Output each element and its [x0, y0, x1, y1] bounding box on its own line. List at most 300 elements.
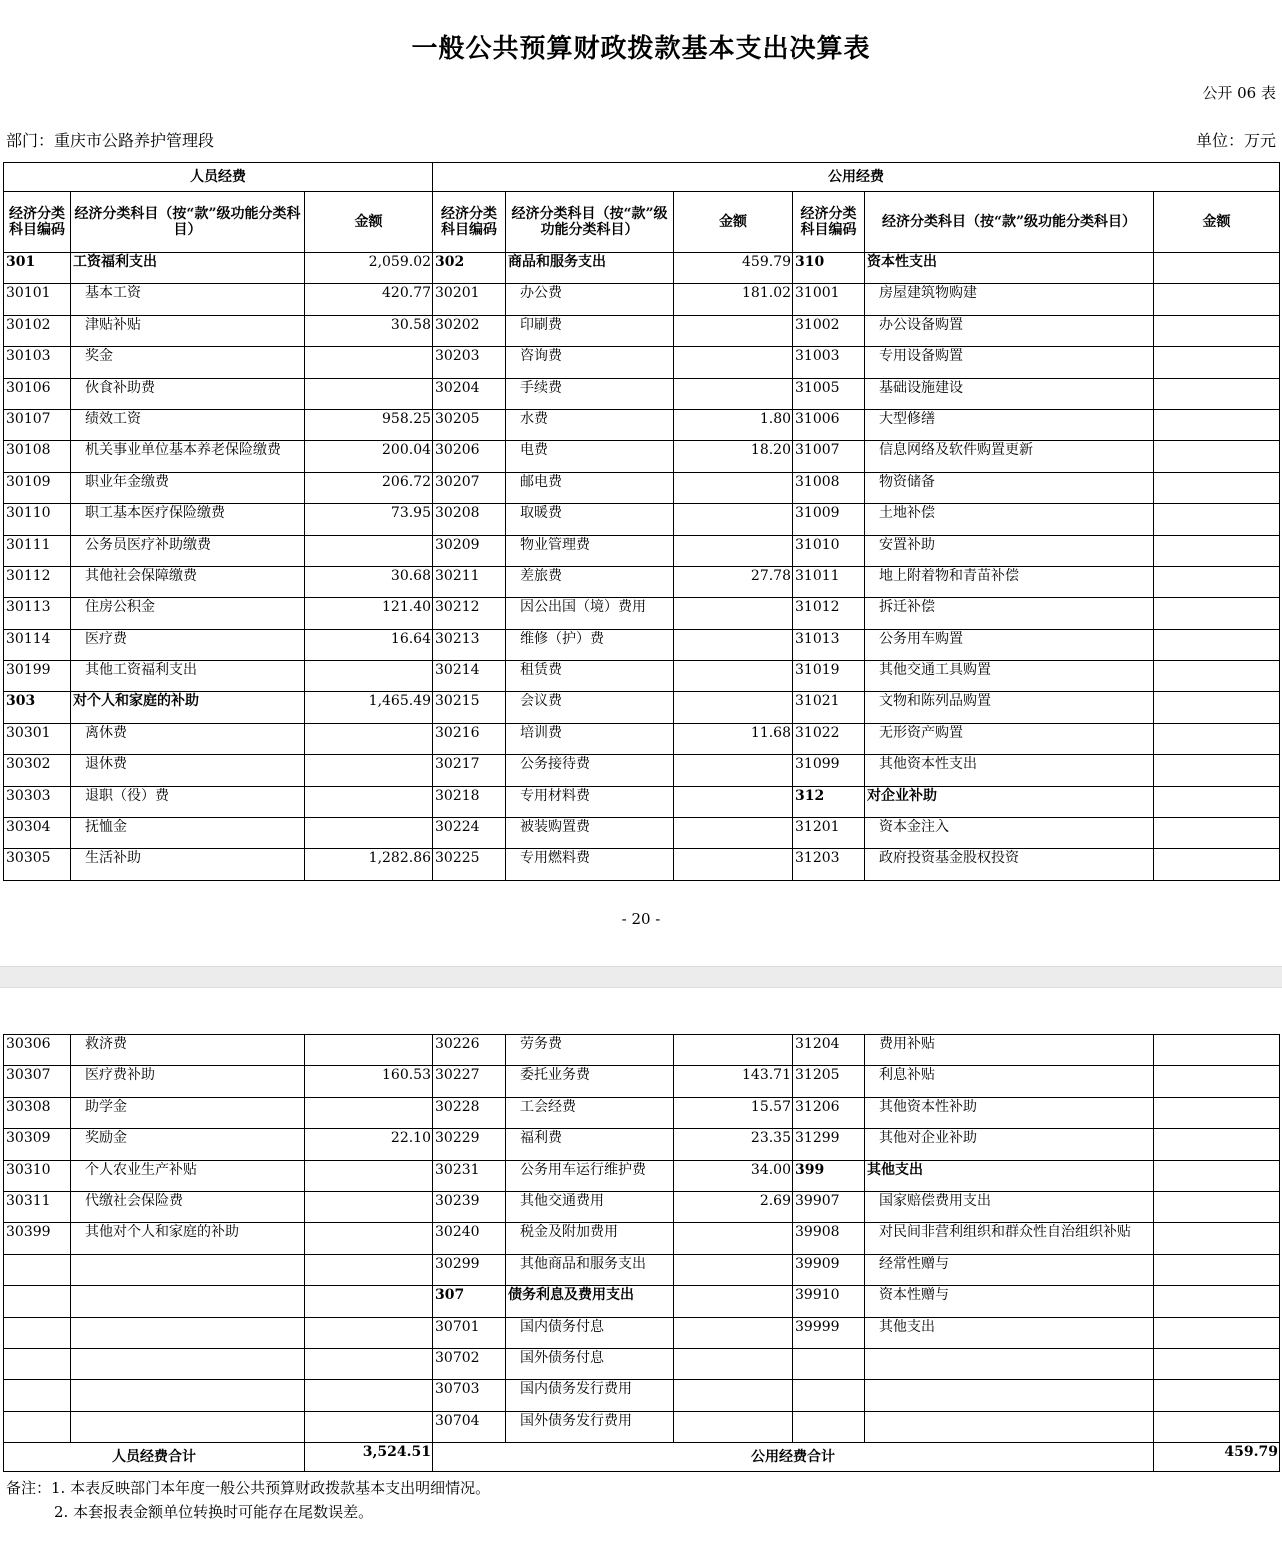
item-code: 30303 — [4, 786, 71, 817]
column-header-name: 经济分类科目（按“款”级功能分类科目） — [71, 192, 305, 253]
item-name: 退休费 — [71, 755, 305, 786]
item-amount — [305, 818, 433, 849]
table-row — [4, 1160, 1280, 1191]
item-code — [4, 1317, 71, 1348]
item-code: 31009 — [793, 504, 865, 535]
item-code: 30211 — [433, 566, 506, 597]
item-code: 31201 — [793, 818, 865, 849]
item-code — [4, 1411, 71, 1442]
item-name — [71, 1348, 305, 1379]
item-amount — [674, 1286, 793, 1317]
item-amount: 16.64 — [305, 629, 433, 660]
item-name: 住房公积金 — [71, 598, 305, 629]
item-amount: 1,282.86 — [305, 849, 433, 880]
item-name: 文物和陈列品购置 — [865, 692, 1154, 723]
item-name: 信息网络及软件购置更新 — [865, 441, 1154, 472]
personnel-total-label: 人员经费合计 — [4, 1443, 305, 1472]
item-code: 30308 — [4, 1097, 71, 1128]
table-row — [4, 818, 1280, 849]
item-amount — [674, 535, 793, 566]
item-code: 30108 — [4, 441, 71, 472]
note-line-1: 备注：1. 本表反映部门本年度一般公共预算财政拨款基本支出明细情况。 — [6, 1479, 491, 1497]
table-row — [4, 1066, 1280, 1097]
item-code: 30206 — [433, 441, 506, 472]
item-code: 31001 — [793, 284, 865, 315]
item-code: 39908 — [793, 1223, 865, 1254]
item-name: 对个人和家庭的补助 — [71, 692, 305, 723]
item-amount: 143.71 — [674, 1066, 793, 1097]
item-name: 培训费 — [506, 723, 674, 754]
item-name: 工资福利支出 — [71, 253, 305, 284]
table-row — [4, 1035, 1280, 1066]
item-amount — [305, 1254, 433, 1285]
item-name: 拆迁补偿 — [865, 598, 1154, 629]
table-row — [4, 849, 1280, 880]
item-amount — [674, 1380, 793, 1411]
public-total-label: 公用经费合计 — [433, 1443, 1154, 1472]
item-amount — [674, 692, 793, 723]
item-name: 职工基本医疗保险缴费 — [71, 504, 305, 535]
item-code: 30109 — [4, 472, 71, 503]
item-name: 费用补贴 — [865, 1035, 1154, 1066]
item-name: 其他商品和服务支出 — [506, 1254, 674, 1285]
item-amount — [305, 1191, 433, 1222]
item-name: 利息补贴 — [865, 1066, 1154, 1097]
item-amount — [674, 1348, 793, 1379]
item-amount — [1154, 1411, 1280, 1442]
item-amount — [305, 1035, 433, 1066]
personnel-total-value: 3,524.51 — [305, 1443, 433, 1472]
item-name — [865, 1348, 1154, 1379]
item-code: 31008 — [793, 472, 865, 503]
table-row — [4, 1286, 1280, 1317]
item-code: 310 — [793, 253, 865, 284]
table-row — [4, 504, 1280, 535]
table-row — [4, 378, 1280, 409]
item-code: 31099 — [793, 755, 865, 786]
item-amount — [305, 347, 433, 378]
item-code: 30216 — [433, 723, 506, 754]
item-name: 其他资本性支出 — [865, 755, 1154, 786]
item-amount — [1154, 1254, 1280, 1285]
table-row — [4, 409, 1280, 440]
table-row — [4, 566, 1280, 597]
table-row — [4, 1191, 1280, 1222]
item-amount — [1154, 1097, 1280, 1128]
item-amount — [674, 378, 793, 409]
item-amount — [1154, 723, 1280, 754]
item-code — [793, 1411, 865, 1442]
item-code — [4, 1380, 71, 1411]
item-amount — [674, 598, 793, 629]
item-amount — [1154, 566, 1280, 597]
item-code: 39999 — [793, 1317, 865, 1348]
item-code: 312 — [793, 786, 865, 817]
expenditure-table-page1 — [3, 162, 1280, 881]
item-code: 31012 — [793, 598, 865, 629]
item-name: 其他交通工具购置 — [865, 661, 1154, 692]
item-code: 30214 — [433, 661, 506, 692]
item-code: 31203 — [793, 849, 865, 880]
item-name: 抚恤金 — [71, 818, 305, 849]
table-row — [4, 692, 1280, 723]
item-code: 30199 — [4, 661, 71, 692]
item-name: 地上附着物和青苗补偿 — [865, 566, 1154, 597]
item-name: 土地补偿 — [865, 504, 1154, 535]
item-name: 其他交通费用 — [506, 1191, 674, 1222]
item-amount — [1154, 504, 1280, 535]
item-amount — [305, 378, 433, 409]
item-code: 30224 — [433, 818, 506, 849]
item-amount: 15.57 — [674, 1097, 793, 1128]
item-name: 邮电费 — [506, 472, 674, 503]
item-amount — [1154, 629, 1280, 660]
item-code: 301 — [4, 253, 71, 284]
item-code: 31021 — [793, 692, 865, 723]
item-amount — [305, 1286, 433, 1317]
table-row — [4, 661, 1280, 692]
item-name: 房屋建筑物购建 — [865, 284, 1154, 315]
item-name: 其他对个人和家庭的补助 — [71, 1223, 305, 1254]
item-code: 30701 — [433, 1317, 506, 1348]
item-name: 无形资产购置 — [865, 723, 1154, 754]
item-name — [71, 1317, 305, 1348]
item-amount — [674, 1035, 793, 1066]
item-code — [793, 1380, 865, 1411]
item-name: 对企业补助 — [865, 786, 1154, 817]
item-code: 30218 — [433, 786, 506, 817]
item-code: 30228 — [433, 1097, 506, 1128]
table-row — [4, 598, 1280, 629]
item-name: 专用设备购置 — [865, 347, 1154, 378]
item-amount — [1154, 1066, 1280, 1097]
column-header-code: 经济分类科目编码 — [433, 192, 506, 253]
column-header-code: 经济分类科目编码 — [4, 192, 71, 253]
item-code: 30212 — [433, 598, 506, 629]
item-amount — [1154, 535, 1280, 566]
item-name: 租赁费 — [506, 661, 674, 692]
table-row — [4, 253, 1280, 284]
item-name: 其他工资福利支出 — [71, 661, 305, 692]
table-row — [4, 1223, 1280, 1254]
item-amount — [305, 786, 433, 817]
personnel-header: 人员经费 — [4, 163, 433, 192]
item-amount — [1154, 1380, 1280, 1411]
item-amount — [1154, 378, 1280, 409]
item-name: 工会经费 — [506, 1097, 674, 1128]
item-amount — [1154, 1129, 1280, 1160]
item-code: 31010 — [793, 535, 865, 566]
item-code: 307 — [433, 1286, 506, 1317]
item-amount: 18.20 — [674, 441, 793, 472]
table-row — [4, 535, 1280, 566]
table-row — [4, 1317, 1280, 1348]
column-header-name: 经济分类科目（按“款”级功能分类科目） — [865, 192, 1154, 253]
item-amount: 23.35 — [674, 1129, 793, 1160]
item-name: 个人农业生产补贴 — [71, 1160, 305, 1191]
item-name: 物资储备 — [865, 472, 1154, 503]
item-code: 30114 — [4, 629, 71, 660]
item-name: 国内债务发行费用 — [506, 1380, 674, 1411]
item-name: 国外债务付息 — [506, 1348, 674, 1379]
item-amount — [674, 755, 793, 786]
item-name: 资本性赠与 — [865, 1286, 1154, 1317]
item-amount — [1154, 284, 1280, 315]
item-code: 30112 — [4, 566, 71, 597]
item-amount: 1.80 — [674, 409, 793, 440]
item-amount: 73.95 — [305, 504, 433, 535]
item-amount — [674, 849, 793, 880]
item-code: 30240 — [433, 1223, 506, 1254]
table-row — [4, 284, 1280, 315]
item-name: 维修（护）费 — [506, 629, 674, 660]
item-name: 离休费 — [71, 723, 305, 754]
item-name: 公务接待费 — [506, 755, 674, 786]
public-header: 公用经费 — [433, 163, 1280, 192]
item-code: 30215 — [433, 692, 506, 723]
item-code: 31204 — [793, 1035, 865, 1066]
item-amount — [1154, 1286, 1280, 1317]
item-amount — [674, 1317, 793, 1348]
table-row — [4, 1380, 1280, 1411]
item-name: 印刷费 — [506, 315, 674, 346]
item-name: 办公设备购置 — [865, 315, 1154, 346]
item-amount — [1154, 1035, 1280, 1066]
item-name: 安置补助 — [865, 535, 1154, 566]
item-name: 医疗费补助 — [71, 1066, 305, 1097]
item-amount — [674, 1411, 793, 1442]
item-code: 31206 — [793, 1097, 865, 1128]
item-amount: 420.77 — [305, 284, 433, 315]
item-code: 30111 — [4, 535, 71, 566]
item-name: 手续费 — [506, 378, 674, 409]
item-amount — [1154, 1348, 1280, 1379]
table-number: 公开 06 表 — [1202, 84, 1276, 102]
item-amount — [674, 786, 793, 817]
item-amount — [305, 1223, 433, 1254]
item-name: 专用材料费 — [506, 786, 674, 817]
item-amount — [1154, 1160, 1280, 1191]
item-code: 30309 — [4, 1129, 71, 1160]
column-header-amount: 金额 — [1154, 192, 1280, 253]
item-name: 基本工资 — [71, 284, 305, 315]
item-code: 303 — [4, 692, 71, 723]
item-code: 30202 — [433, 315, 506, 346]
item-code — [793, 1348, 865, 1379]
table-row — [4, 347, 1280, 378]
item-name: 大型修缮 — [865, 409, 1154, 440]
item-amount — [1154, 347, 1280, 378]
item-code: 30304 — [4, 818, 71, 849]
item-code: 31013 — [793, 629, 865, 660]
item-code: 31005 — [793, 378, 865, 409]
item-code: 31002 — [793, 315, 865, 346]
item-code: 30299 — [433, 1254, 506, 1285]
table-row — [4, 472, 1280, 503]
table-row — [4, 1348, 1280, 1379]
item-name: 经常性赠与 — [865, 1254, 1154, 1285]
table-row — [4, 755, 1280, 786]
item-amount: 22.10 — [305, 1129, 433, 1160]
item-code: 30239 — [433, 1191, 506, 1222]
item-code: 31299 — [793, 1129, 865, 1160]
item-name: 资本性支出 — [865, 253, 1154, 284]
unit-label: 单位：万元 — [1195, 131, 1276, 150]
notes — [6, 1476, 490, 1524]
item-code: 30226 — [433, 1035, 506, 1066]
item-amount — [674, 661, 793, 692]
item-code: 399 — [793, 1160, 865, 1191]
item-amount — [674, 1223, 793, 1254]
item-name: 委托业务费 — [506, 1066, 674, 1097]
item-code — [4, 1348, 71, 1379]
item-name: 商品和服务支出 — [506, 253, 674, 284]
item-name: 公务用车运行维护费 — [506, 1160, 674, 1191]
item-amount — [674, 315, 793, 346]
item-amount — [305, 723, 433, 754]
item-code: 31011 — [793, 566, 865, 597]
item-amount — [1154, 818, 1280, 849]
item-code — [4, 1254, 71, 1285]
page-number: - 20 - — [621, 910, 661, 928]
item-name: 代缴社会保险费 — [71, 1191, 305, 1222]
table-row — [4, 629, 1280, 660]
table-row — [4, 1097, 1280, 1128]
item-name: 专用燃料费 — [506, 849, 674, 880]
item-code: 31019 — [793, 661, 865, 692]
item-amount — [305, 661, 433, 692]
table-row — [4, 723, 1280, 754]
item-name: 机关事业单位基本养老保险缴费 — [71, 441, 305, 472]
item-code: 30301 — [4, 723, 71, 754]
item-amount — [674, 472, 793, 503]
item-code: 30311 — [4, 1191, 71, 1222]
item-code: 30113 — [4, 598, 71, 629]
item-code: 30203 — [433, 347, 506, 378]
item-code: 30207 — [433, 472, 506, 503]
column-header-amount: 金额 — [674, 192, 793, 253]
item-code: 30702 — [433, 1348, 506, 1379]
item-code: 39910 — [793, 1286, 865, 1317]
item-amount — [1154, 661, 1280, 692]
item-name: 电费 — [506, 441, 674, 472]
item-code: 30217 — [433, 755, 506, 786]
item-amount: 181.02 — [674, 284, 793, 315]
table-row — [4, 1411, 1280, 1442]
item-name: 奖励金 — [71, 1129, 305, 1160]
note-line-2: 2. 本套报表金额单位转换时可能存在尾数误差。 — [54, 1503, 374, 1521]
item-amount — [305, 1317, 433, 1348]
item-name: 水费 — [506, 409, 674, 440]
item-amount — [305, 1160, 433, 1191]
item-name: 津贴补贴 — [71, 315, 305, 346]
column-header-amount: 金额 — [305, 192, 433, 253]
item-code: 31205 — [793, 1066, 865, 1097]
item-code: 30307 — [4, 1066, 71, 1097]
item-code: 30101 — [4, 284, 71, 315]
item-amount — [674, 1254, 793, 1285]
item-amount: 2.69 — [674, 1191, 793, 1222]
item-name: 绩效工资 — [71, 409, 305, 440]
item-code: 31006 — [793, 409, 865, 440]
item-name: 债务利息及费用支出 — [506, 1286, 674, 1317]
item-name: 退职（役）费 — [71, 786, 305, 817]
item-code: 30399 — [4, 1223, 71, 1254]
item-name: 生活补助 — [71, 849, 305, 880]
item-amount: 27.78 — [674, 566, 793, 597]
item-name: 因公出国（境）费用 — [506, 598, 674, 629]
item-name: 取暖费 — [506, 504, 674, 535]
item-amount — [305, 1411, 433, 1442]
item-amount — [1154, 1191, 1280, 1222]
item-code: 30106 — [4, 378, 71, 409]
item-code: 39907 — [793, 1191, 865, 1222]
table-row — [4, 1129, 1280, 1160]
item-code: 31022 — [793, 723, 865, 754]
item-code: 31007 — [793, 441, 865, 472]
item-code: 30209 — [433, 535, 506, 566]
item-name: 国外债务发行费用 — [506, 1411, 674, 1442]
item-name — [71, 1380, 305, 1411]
item-name: 公务用车购置 — [865, 629, 1154, 660]
item-name: 其他资本性补助 — [865, 1097, 1154, 1128]
item-amount — [674, 818, 793, 849]
item-amount: 2,059.02 — [305, 253, 433, 284]
item-name: 办公费 — [506, 284, 674, 315]
item-amount: 121.40 — [305, 598, 433, 629]
item-amount: 11.68 — [674, 723, 793, 754]
item-amount — [1154, 786, 1280, 817]
item-name: 被装购置费 — [506, 818, 674, 849]
item-name: 福利费 — [506, 1129, 674, 1160]
item-name: 资本金注入 — [865, 818, 1154, 849]
item-amount — [1154, 441, 1280, 472]
column-header-code: 经济分类科目编码 — [793, 192, 865, 253]
table-row — [4, 315, 1280, 346]
table-row — [4, 441, 1280, 472]
item-amount: 30.68 — [305, 566, 433, 597]
item-amount — [674, 629, 793, 660]
item-code: 30102 — [4, 315, 71, 346]
public-total-value: 459.79 — [1154, 1443, 1280, 1472]
item-amount — [1154, 472, 1280, 503]
item-code: 30231 — [433, 1160, 506, 1191]
item-amount: 459.79 — [674, 253, 793, 284]
item-code: 30213 — [433, 629, 506, 660]
item-amount — [305, 1097, 433, 1128]
item-amount — [1154, 849, 1280, 880]
item-code: 30310 — [4, 1160, 71, 1191]
item-name: 物业管理费 — [506, 535, 674, 566]
item-name: 会议费 — [506, 692, 674, 723]
item-code: 30229 — [433, 1129, 506, 1160]
item-amount: 30.58 — [305, 315, 433, 346]
item-name: 其他支出 — [865, 1160, 1154, 1191]
item-code: 30110 — [4, 504, 71, 535]
item-amount — [674, 347, 793, 378]
item-code: 30201 — [433, 284, 506, 315]
item-name — [71, 1286, 305, 1317]
item-amount — [674, 504, 793, 535]
item-code: 30225 — [433, 849, 506, 880]
item-name: 救济费 — [71, 1035, 305, 1066]
item-name: 其他支出 — [865, 1317, 1154, 1348]
item-name: 基础设施建设 — [865, 378, 1154, 409]
item-code: 30205 — [433, 409, 506, 440]
item-name: 奖金 — [71, 347, 305, 378]
item-amount: 34.00 — [674, 1160, 793, 1191]
item-amount — [1154, 315, 1280, 346]
